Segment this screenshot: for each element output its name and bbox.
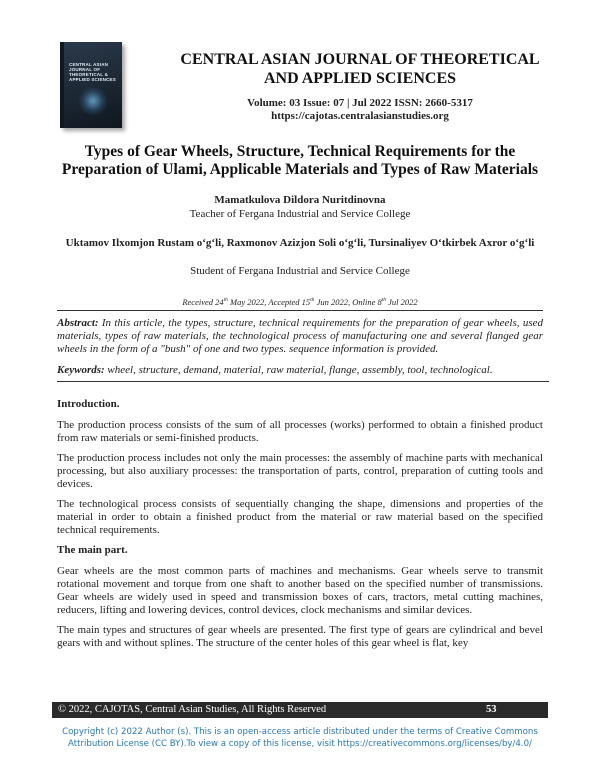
article-body: [57, 398, 543, 657]
journal-title-line1: CENTRAL ASIAN JOURNAL OF THEORETICAL: [180, 51, 540, 68]
journal-title-line2: AND APPLIED SCIENCES: [263, 70, 457, 87]
online-prefix: Jun 2022, Online 8: [314, 297, 382, 307]
keywords: [57, 364, 543, 376]
divider-top: [57, 310, 543, 311]
journal-issue: Volume: 03 Issue: 07 | Jul 2022 ISSN: 2660-5317: [247, 97, 473, 109]
paragraph-4: Gear wheels are the most common parts of machines and mechanisms. Gear wheels serve to transmit rotational movement and torque from one shaft to another based on the specified number of transmissions. Gear wheels are widely used in speed and transmission boxes of cars, tractors, metal cutting machines, reducers, lifting and lowering devices, control devices, clock mechanisms and similar devices.: [57, 565, 543, 616]
paper-title-line1: Types of Gear Wheels, Structure, Technical Requirements for the: [84, 143, 516, 160]
received-sup: th: [223, 297, 228, 304]
divider-bottom: [57, 381, 549, 382]
license-line2[interactable]: Attribution License (CC BY).To view a copy of this license, visit https://creativecommons.org/licenses/by/4.0/: [68, 739, 532, 749]
online-suffix: Jul 2022: [386, 297, 418, 307]
paragraph-5: The main types and structures of gear wheels are presented. The first type of gears are cylindrical and bevel gears with and without splines. The structure of the center holes of this gear wheel is flat, key: [57, 624, 543, 649]
paper-title-line2: Preparation of Ulami, Applicable Materials and Types of Raw Materials: [61, 161, 539, 178]
cover-glow-graphic: [78, 86, 108, 116]
license-line1: Copyright (c) 2022 Author (s). This is an open-access article distributed under the terms of Creative Commons: [62, 727, 538, 737]
page-number: 53: [486, 704, 497, 715]
paragraph-1: The production process consists of the sum of all processes (works) performed to obtain a finished product from raw materials or semi-finished products.: [57, 419, 543, 444]
received-prefix: Received 24: [182, 297, 224, 307]
paper-title: [40, 143, 560, 179]
journal-title: [150, 50, 570, 88]
footer-bar: [52, 702, 548, 718]
keywords-text: wheel, structure, demand, material, raw material, flange, assembly, tool, technological.: [104, 364, 493, 376]
journal-cover-image: [60, 42, 122, 128]
affiliation-secondary: Student of Fergana Industrial and Service College: [190, 265, 410, 277]
received-dates: [40, 297, 560, 307]
accepted-sup: th: [310, 297, 315, 304]
online-sup: th: [381, 297, 387, 304]
abstract-text: In this article, the types, structure, technical requirements for the preparation of gear wheels, used materials, types of raw materials, the technological process of manufacturing one and several flanged gear wheels in the form of a "bush" of one and two types. sequence information is provided.: [57, 317, 543, 355]
paragraph-3: The technological process consists of sequentially changing the shape, dimensions and properties of the material in order to obtain a finished product from the material or raw material based on the specified technical requirements.: [57, 498, 543, 536]
abstract-label: Abstract:: [57, 317, 99, 329]
keywords-label: Keywords:: [57, 364, 105, 376]
abstract: [57, 317, 543, 356]
footer-copyright: © 2022, CAJOTAS, Central Asian Studies, All Rights Reserved: [58, 704, 327, 715]
affiliation-primary: Teacher of Fergana Industrial and Service College: [189, 208, 411, 220]
cover-text: CENTRAL ASIAN JOURNAL OF THEORETICAL & APPLIED SCIENCES: [69, 62, 116, 82]
main-part-heading: The main part.: [57, 544, 128, 556]
author-primary: Mamatkulova Dildora Nuritdinovna: [214, 194, 386, 206]
journal-url[interactable]: https://cajotas.centralasianstudies.org: [271, 110, 449, 122]
intro-heading: Introduction.: [57, 398, 120, 410]
authors-secondary: Uktamov Ilxomjon Rustam o‘g‘li, Raxmonov Azizjon Soli o‘g‘li, Tursinaliyev O‘tkirbek Axror o‘g‘li: [65, 237, 535, 249]
accepted-prefix: May 2022, Accepted 15: [227, 297, 311, 307]
license-notice: [30, 726, 570, 750]
paragraph-2: The production process includes not only the main processes: the assembly of machine parts with mechanical processing, but also auxiliary processes: the transportation of parts, control, preparation of cutting tools and devices.: [57, 452, 543, 490]
